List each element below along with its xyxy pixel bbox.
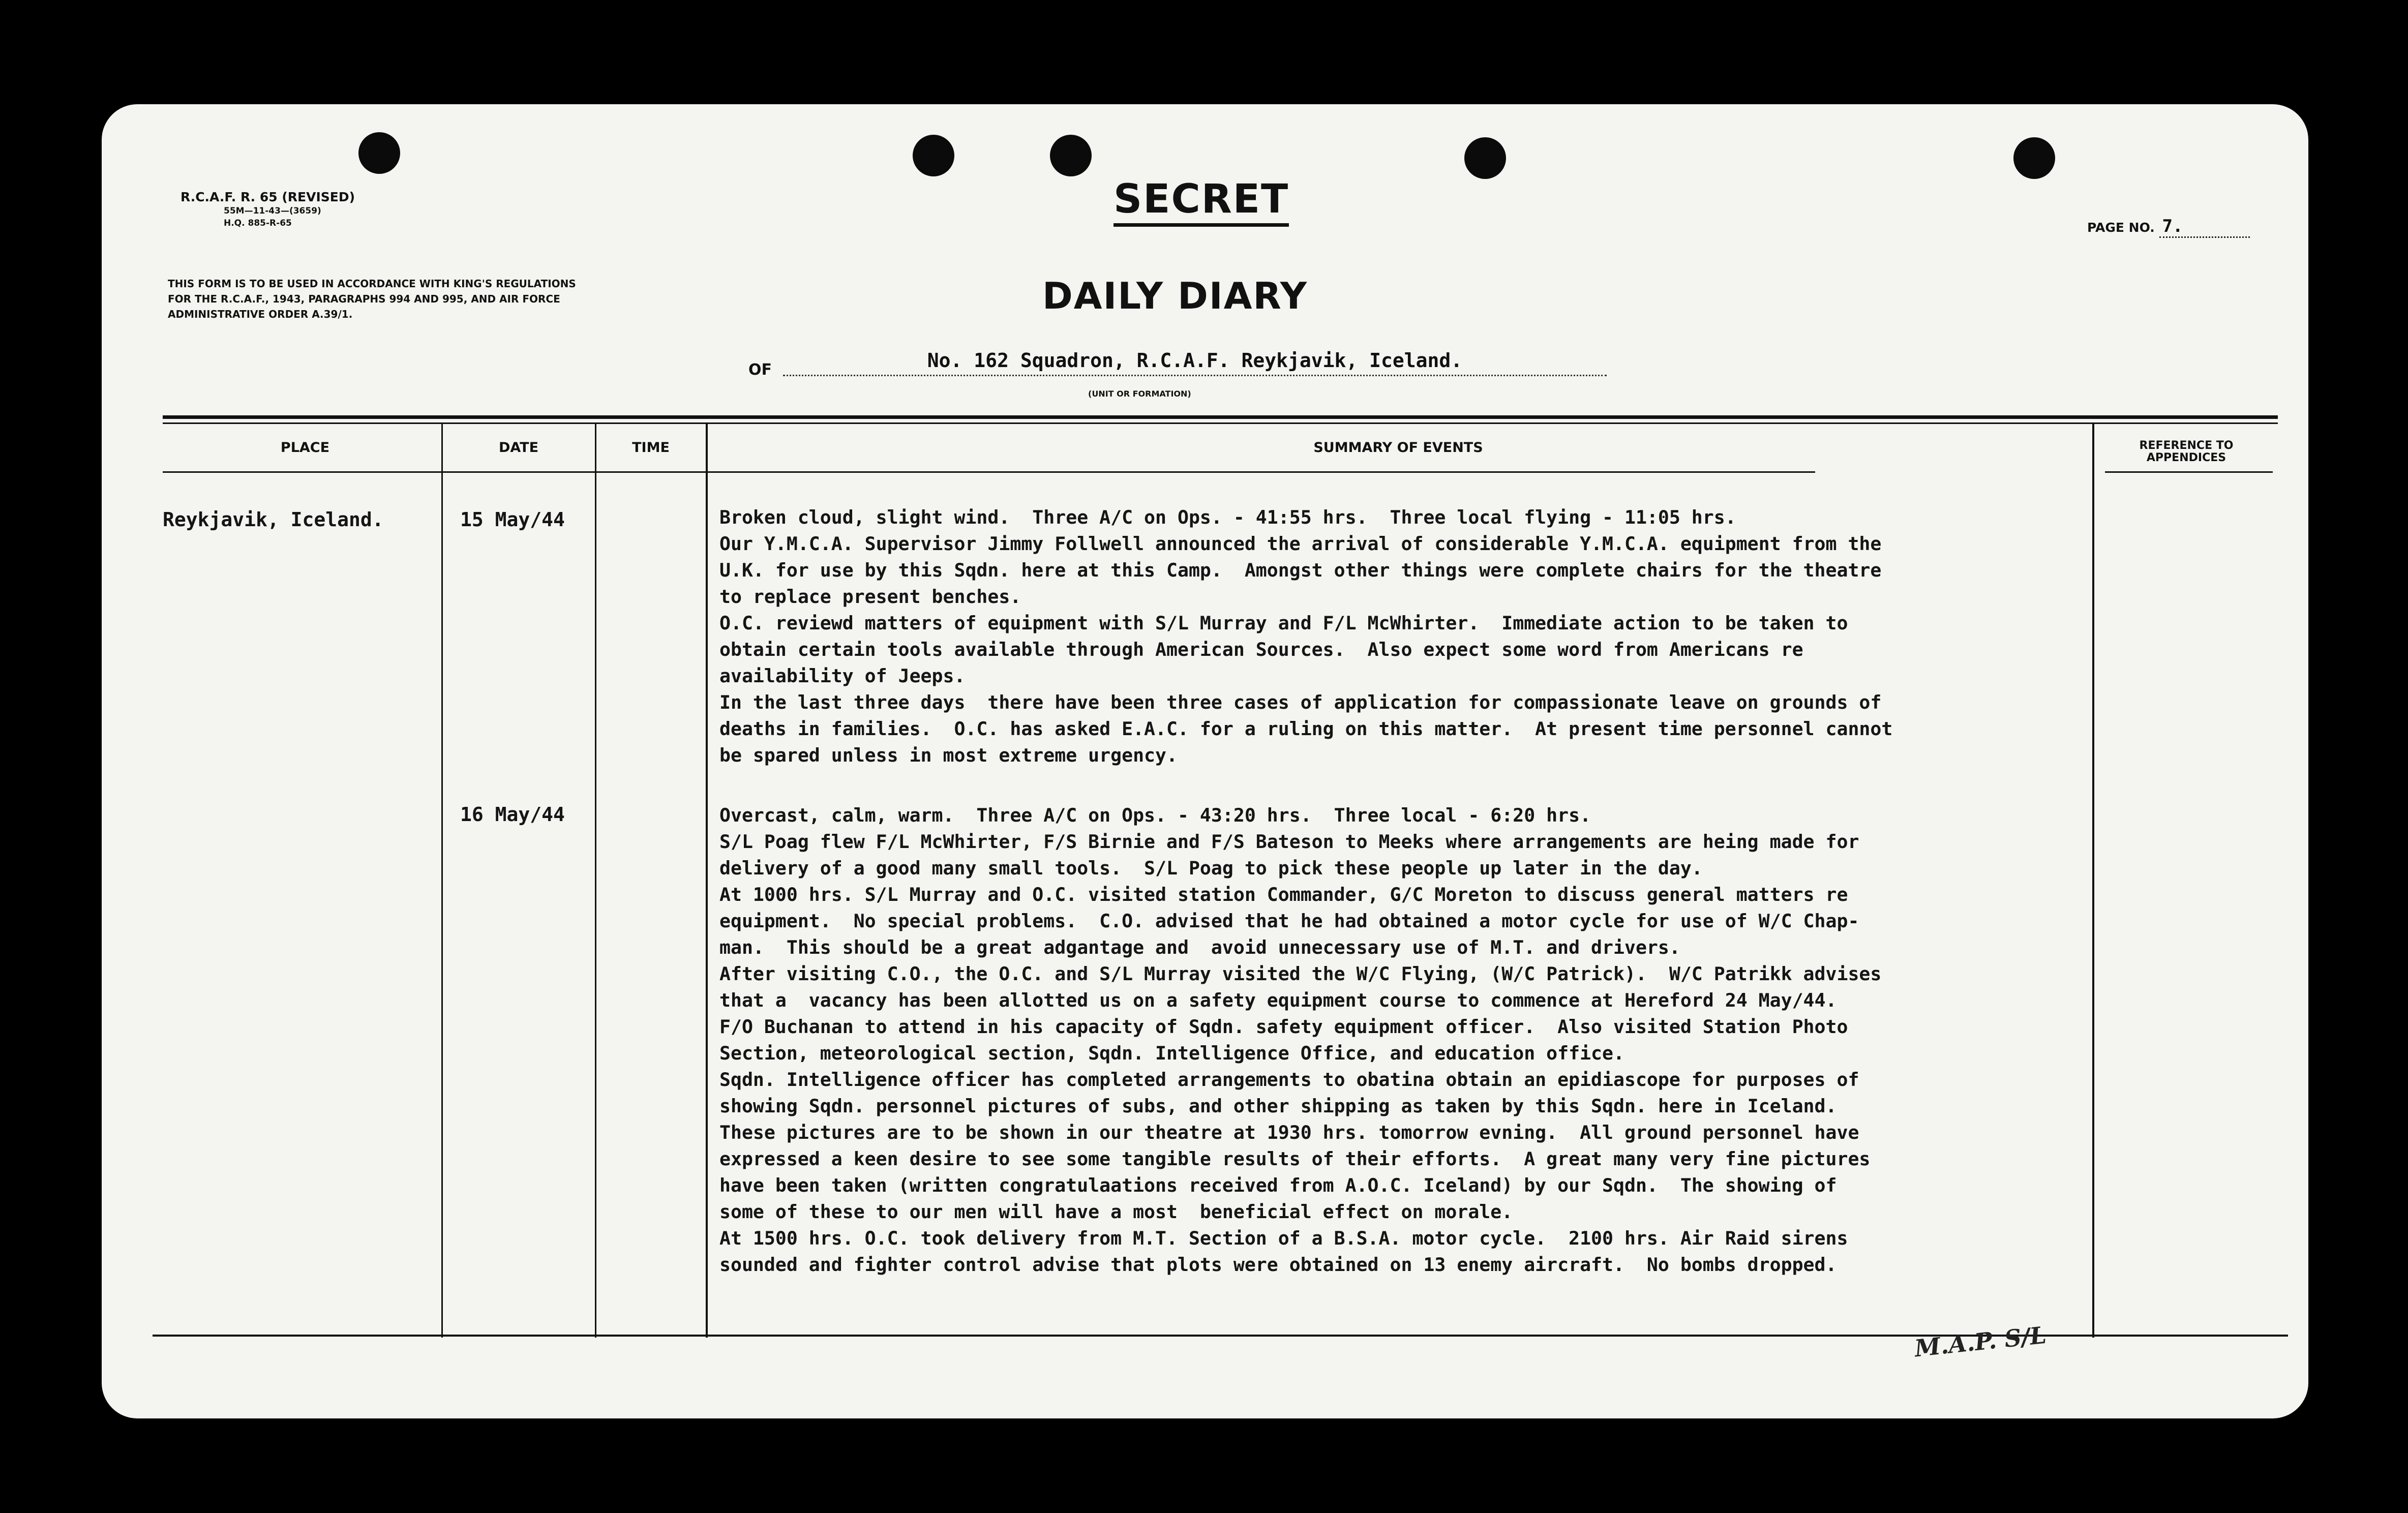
unit-caption: (UNIT OR FORMATION) xyxy=(1088,389,1191,399)
page-number-field xyxy=(2087,216,2250,238)
form-ref-line: R.C.A.F. R. 65 (REVISED) xyxy=(180,190,355,204)
column-header-reference: REFERENCE TO APPENDICES xyxy=(2139,439,2234,464)
entry-date: 15 May/44 xyxy=(460,508,565,531)
summary-line: deaths in families. O.C. has asked E.A.C. for a ruling on this matter. At present time personnel cannot xyxy=(719,718,1893,740)
summary-line: some of these to our men will have a most beneficial effect on morale. xyxy=(719,1201,1513,1223)
of-label: OF xyxy=(748,361,772,379)
entry-place: Reykjavik, Iceland. xyxy=(163,508,384,531)
column-divider xyxy=(441,422,443,1338)
summary-of-events xyxy=(719,504,2174,1278)
punch-hole xyxy=(1050,135,1092,176)
page-number-value: 7. xyxy=(2159,216,2250,238)
regulation-note: THIS FORM IS TO BE USED IN ACCORDANCE WITH KING'S REGULATIONS FOR THE R.C.A.F., 1943, PARAGRAPHS 994 AND 995, AND AIR FORCE ADMINISTRATIVE ORDER A.39/1. xyxy=(168,278,576,320)
summary-line: be spared unless in most extreme urgency. xyxy=(719,744,1178,766)
unit-field: No. 162 Squadron, R.C.A.F. Reykjavik, Iceland. xyxy=(783,349,1607,376)
summary-line: have been taken (written congratulaations received from A.O.C. Iceland) by our Sqdn. The showing of xyxy=(719,1174,1837,1196)
punch-hole xyxy=(913,135,954,176)
handwritten-initials: M.A.P. S/L xyxy=(1913,1321,2048,1363)
entry-spacer xyxy=(719,769,2174,802)
summary-line: S/L Poag flew F/L McWhirter, F/S Birnie and F/S Bateson to Meeks where arrangements are heing made for xyxy=(719,831,1859,853)
summary-line: that a vacancy has been allotted us on a safety equipment course to commence at Hereford 24 May/44. xyxy=(719,989,1837,1011)
summary-line: obtain certain tools available through American Sources. Also expect some word from Americans re xyxy=(719,639,1803,660)
table-top-rule-thin xyxy=(163,422,2278,424)
header-bottom-rule xyxy=(2105,471,2273,473)
summary-line: to replace present benches. xyxy=(719,586,1021,608)
summary-line: Section, meteorological section, Sqdn. Intelligence Office, and education office. xyxy=(719,1042,1624,1064)
summary-line: equipment. No special problems. C.O. advised that he had obtained a motor cycle for use of W/C Chap- xyxy=(719,910,1859,932)
column-header-summary: SUMMARY OF EVENTS xyxy=(1313,440,1483,456)
form-reference xyxy=(180,190,355,229)
punch-hole xyxy=(1464,137,1506,179)
punch-hole xyxy=(2013,137,2055,179)
classification-stamp: SECRET xyxy=(1113,176,1289,227)
summary-line: Our Y.M.C.A. Supervisor Jimmy Follwell announced the arrival of considerable Y.M.C.A. equipment from the xyxy=(719,533,1882,555)
column-divider xyxy=(595,422,596,1338)
column-header-time: TIME xyxy=(632,440,670,456)
summary-line: man. This should be a great adgantage and avoid unnecessary use of M.T. and drivers. xyxy=(719,936,1680,958)
column-divider xyxy=(706,422,708,1338)
summary-line: O.C. reviewd matters of equipment with S/L Murray and F/L McWhirter. Immediate action to be taken to xyxy=(719,612,1848,634)
entry-date: 16 May/44 xyxy=(460,803,565,826)
summary-line: showing Sqdn. personnel pictures of subs, and other shipping as taken by this Sqdn. here in Iceland. xyxy=(719,1095,1837,1117)
column-header-date: DATE xyxy=(498,440,539,456)
summary-line: In the last three days there have been three cases of application for compassionate leave on grounds of xyxy=(719,691,1882,713)
page-number-label: PAGE NO. xyxy=(2087,220,2155,235)
header-bottom-rule xyxy=(163,471,1815,473)
summary-line: At 1000 hrs. S/L Murray and O.C. visited station Commander, G/C Moreton to discuss general matters re xyxy=(719,884,1848,905)
diary-form-card xyxy=(102,104,2308,1418)
form-ref-line: 55M—11-43—(3659) xyxy=(224,206,321,216)
summary-line: These pictures are to be shown in our theatre at 1930 hrs. tomorrow evning. All ground personnel have xyxy=(719,1122,1859,1143)
punch-hole xyxy=(358,132,400,174)
summary-line: sounded and fighter control advise that plots were obtained on 13 enemy aircraft. No bombs dropped. xyxy=(719,1254,1837,1276)
summary-line: Broken cloud, slight wind. Three A/C on Ops. - 41:55 hrs. Three local flying - 11:05 hrs. xyxy=(719,506,1736,528)
summary-line: availability of Jeeps. xyxy=(719,665,966,687)
column-header-place: PLACE xyxy=(280,440,330,456)
summary-line: expressed a keen desire to see some tangible results of their efforts. A great many very fine pictures xyxy=(719,1148,1871,1170)
summary-line: After visiting C.O., the O.C. and S/L Murray visited the W/C Flying, (W/C Patrick). W/C Patrikk advises xyxy=(719,963,1882,985)
summary-line: Sqdn. Intelligence officer has completed arrangements to obatina obtain an epidiascope for purposes of xyxy=(719,1069,1859,1091)
table-top-rule xyxy=(163,415,2278,419)
form-ref-line: H.Q. 885-R-65 xyxy=(224,218,292,228)
summary-line: U.K. for use by this Sqdn. here at this Camp. Amongst other things were complete chairs for the theatre xyxy=(719,559,1882,581)
summary-line: delivery of a good many small tools. S/L Poag to pick these people up later in the day. xyxy=(719,857,1703,879)
summary-line: F/O Buchanan to attend in his capacity of Sqdn. safety equipment officer. Also visited Station Photo xyxy=(719,1016,1848,1038)
summary-line: Overcast, calm, warm. Three A/C on Ops. - 43:20 hrs. Three local - 6:20 hrs. xyxy=(719,804,1591,826)
form-title: DAILY DIARY xyxy=(1042,275,1308,317)
summary-line: At 1500 hrs. O.C. took delivery from M.T. Section of a B.S.A. motor cycle. 2100 hrs. Air Raid sirens xyxy=(719,1227,1848,1249)
